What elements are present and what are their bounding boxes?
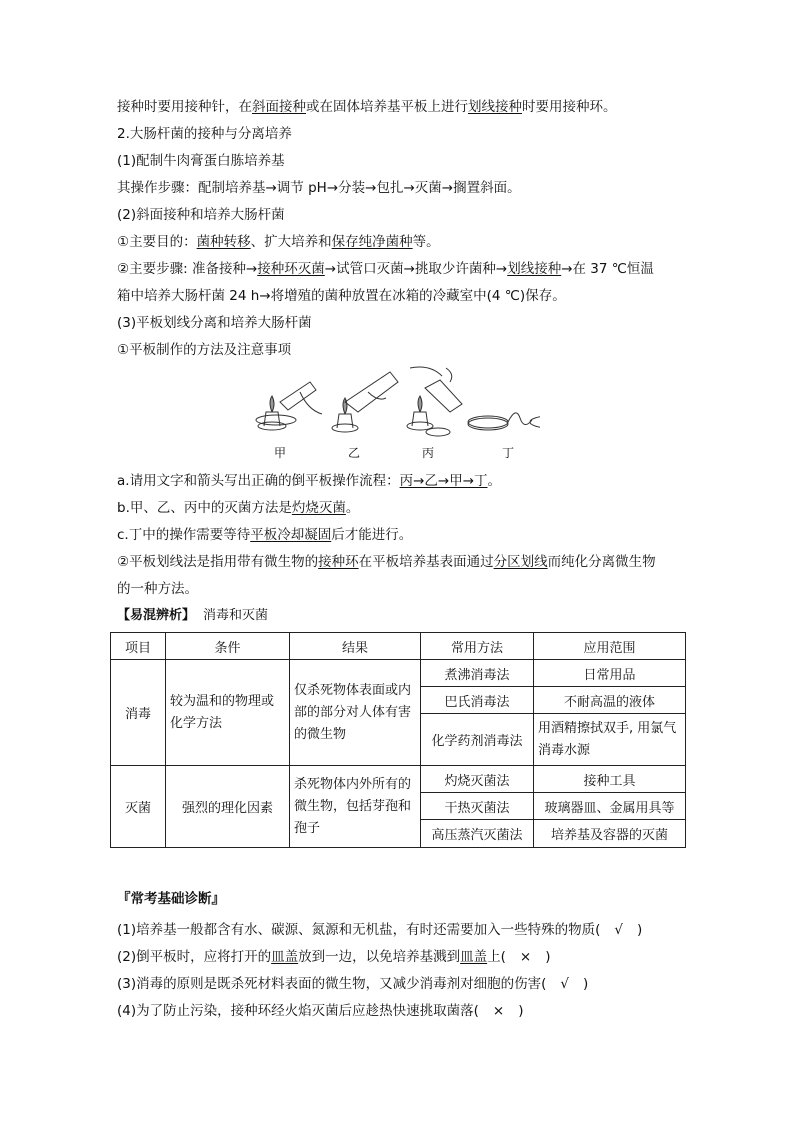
header-scope: 应用范围	[534, 633, 686, 660]
method-cell: 灼烧灭菌法	[421, 766, 534, 793]
condition-sterilize: 强烈的理化因素	[166, 766, 290, 848]
question-c: c.丁中的操作需要等待平板冷却凝固后才能进行。	[117, 527, 413, 543]
method-cell: 煮沸消毒法	[421, 660, 534, 687]
text-line-streak-cont: 的一种方法。	[117, 581, 198, 597]
diagnosis-item-4: (4)为了防止污染，接种环经火焰灭菌后应趁热快速挑取菌落( × )	[117, 1003, 524, 1019]
disinfect-sterilize-table	[110, 632, 686, 848]
text-line-streak: ②平板划线法是指用带有微生物的接种环在平板培养基表面通过分区划线而纯化分离微生物	[117, 554, 656, 570]
item-sterilize: 灭菌	[111, 766, 166, 848]
method-cell: 巴氏消毒法	[421, 687, 534, 714]
scope-cell: 用酒精擦拭双手, 用氯气消毒水源	[534, 714, 686, 766]
question-a: a.请用文字和箭头写出正确的倒平板操作流程：丙→乙→甲→丁。	[117, 473, 502, 489]
header-result: 结果	[290, 633, 421, 660]
text-line-main-steps: ②主要步骤: 准备接种→接种环灭菌→试管口灭菌→挑取少许菌种→划线接种→在 37 ℃恒温	[117, 261, 654, 277]
scope-cell: 不耐高温的液体	[534, 687, 686, 714]
table-header-row	[111, 633, 686, 660]
section-heading-2: 2.大肠杆菌的接种与分离培养	[117, 126, 292, 142]
figure-label-bing: 丙	[422, 446, 435, 460]
diagnosis-title: 『常考基础诊断』	[117, 891, 225, 907]
scope-cell: 日常用品	[534, 660, 686, 687]
scope-cell: 接种工具	[534, 766, 686, 793]
cross-mark: ×	[492, 1003, 505, 1019]
method-cell: 干热灭菌法	[421, 793, 534, 820]
pouring-plate-figure	[250, 362, 540, 462]
diagnosis-item-1: (1)培养基一般都含有水、碳源、氮源和无机盐，有时还需要加入一些特殊的物质( √ )	[117, 922, 643, 938]
check-mark: √	[614, 922, 623, 938]
header-method: 常用方法	[421, 633, 534, 660]
scope-cell: 培养基及容器的灭菌	[534, 820, 686, 848]
scope-cell: 玻璃器皿、金属用具等	[534, 793, 686, 820]
text-line-plate-method: ①平板制作的方法及注意事项	[117, 342, 292, 358]
figure-label-jia: 甲	[274, 446, 287, 460]
diagnosis-item-3: (3)消毒的原则是既杀死材料表面的微生物，又减少消毒剂对细胞的伤害( √ )	[117, 976, 589, 992]
method-cell: 化学药剂消毒法	[421, 714, 534, 766]
header-condition: 条件	[166, 633, 290, 660]
subheading-3: (3)平板划线分离和培养大肠杆菌	[117, 315, 312, 331]
figure-label-ding: 丁	[502, 446, 515, 460]
figure-label-yi: 乙	[348, 446, 361, 460]
text-line-main-steps-cont: 箱中培养大肠杆菌 24 h→将增殖的菌种放置在冰箱的冷藏室中(4 ℃)保存。	[117, 288, 566, 304]
question-b: b.甲、乙、丙中的灭菌方法是灼烧灭菌。	[117, 500, 360, 516]
text-line-purpose: ①主要目的：菌种转移、扩大培养和保存纯净菌种等。	[117, 234, 440, 250]
diagnosis-item-2: (2)倒平板时，应将打开的皿盖放到一边，以免培养基溅到皿盖上( × )	[117, 949, 551, 965]
table-row	[111, 660, 686, 687]
table-row	[111, 766, 686, 793]
text-line-1: 接种时要用接种针，在斜面接种或在固体培养基平板上进行划线接种时要用接种环。	[117, 99, 617, 115]
subheading-1: (1)配制牛肉膏蛋白胨培养基	[117, 153, 285, 169]
condition-disinfect: 较为温和的物理或化学方法	[166, 660, 290, 766]
result-sterilize: 杀死物体内外所有的微生物，包括芽孢和孢子	[290, 766, 421, 848]
text-line-steps: 其操作步骤：配制培养基→调节 pH→分装→包扎→灭菌→搁置斜面。	[117, 180, 521, 196]
header-item: 项目	[111, 633, 166, 660]
table-caption: 【易混辨析】 消毒和灭菌	[117, 608, 269, 623]
result-disinfect: 仅杀死物体表面或内部的部分对人体有害的微生物	[290, 660, 421, 766]
pouring-plate-illustration	[250, 362, 540, 442]
cross-mark: ×	[519, 949, 532, 965]
item-disinfect: 消毒	[111, 660, 166, 766]
subheading-2: (2)斜面接种和培养大肠杆菌	[117, 207, 285, 223]
check-mark: √	[560, 976, 569, 992]
method-cell: 高压蒸汽灭菌法	[421, 820, 534, 848]
